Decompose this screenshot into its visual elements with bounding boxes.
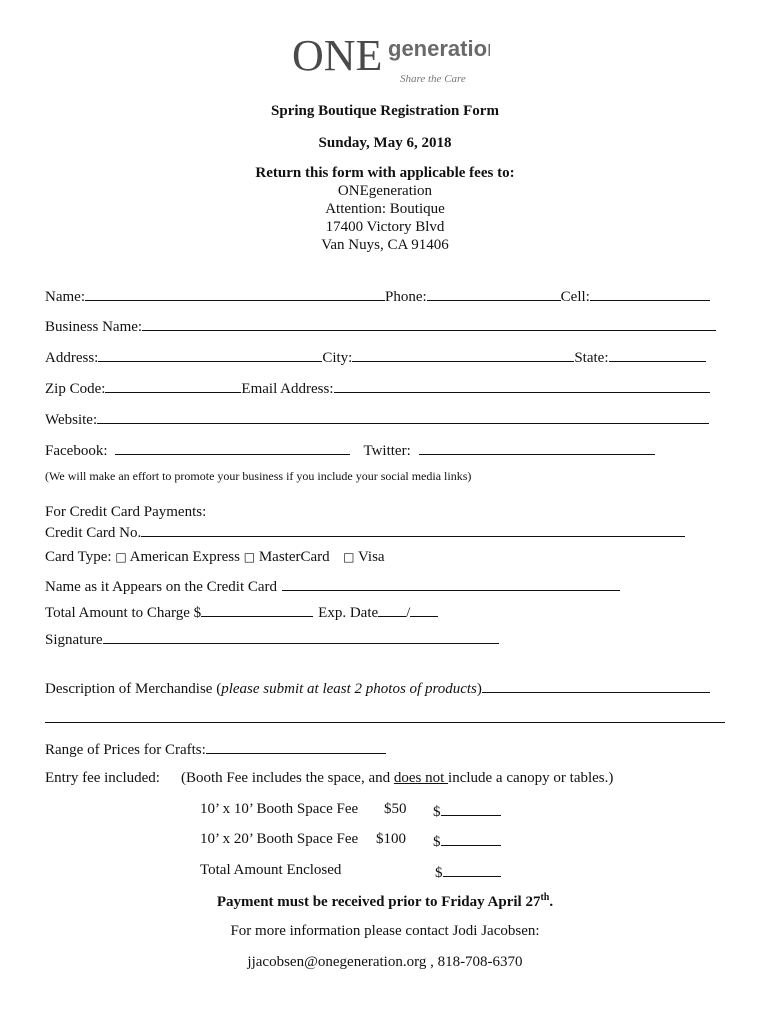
business-name-field[interactable] (142, 316, 716, 331)
form-title: Spring Boutique Registration Form (271, 103, 499, 119)
logo-tagline: Share the Care (400, 73, 466, 85)
payment-deadline-period: . (549, 894, 554, 910)
credit-card-heading: For Credit Card Payments: (45, 504, 207, 520)
contact-details: jjacobsen@onegeneration.org , 818-708-6370 (247, 954, 523, 970)
zip-field[interactable] (105, 378, 241, 393)
merchandise-label: Description of Merchandise ( (45, 681, 222, 697)
email-label: Email Address: (241, 381, 334, 397)
website-label: Website: (45, 412, 98, 428)
contact-text: For more information please contact Jodi Jacobsen: (230, 923, 540, 939)
cell-label: Cell: (560, 289, 590, 305)
phone-label: Phone: (384, 289, 427, 305)
credit-card-number-label: Credit Card No. (45, 525, 142, 541)
exp-date-label: Exp. Date (318, 605, 379, 621)
address-field[interactable] (98, 347, 322, 362)
exp-separator: / (406, 605, 411, 621)
twitter-field[interactable] (419, 440, 655, 455)
total-enclosed-field[interactable] (443, 862, 501, 877)
name-label: Name: (45, 289, 85, 305)
merchandise-field[interactable] (482, 678, 710, 693)
entry-fee-note (181, 770, 613, 787)
fee-row-1-desc: 10’ x 10’ Booth Space Fee (200, 801, 359, 817)
total-charge-label: Total Amount to Charge $ (45, 605, 202, 621)
fee-row-1-field[interactable] (441, 801, 501, 816)
facebook-field[interactable] (115, 440, 350, 455)
logo-one-text: ONE (292, 31, 383, 80)
address-label: Address: (45, 350, 99, 366)
name-row (45, 286, 710, 306)
city-field[interactable] (352, 347, 574, 362)
credit-card-number-row (45, 522, 685, 542)
fee-row-1-amount (433, 801, 501, 821)
mastercard-checkbox[interactable]: □ (243, 550, 256, 564)
zip-email-row (45, 378, 710, 398)
event-date: Sunday, May 6, 2018 (318, 135, 452, 151)
fee-row-1-price: $50 (384, 801, 407, 817)
signature-field[interactable] (103, 629, 499, 644)
fee-row-1-currency: $ (433, 804, 441, 820)
signature-label: Signature (45, 632, 103, 648)
fee-row-2-price: $100 (376, 831, 406, 847)
fee-row-2-field[interactable] (441, 831, 501, 846)
entry-fee-note-emphasis: does not (393, 770, 449, 786)
merchandise-hint: please submit at least 2 photos of products (221, 681, 477, 697)
mastercard-label: MasterCard (258, 549, 330, 565)
payment-deadline (0, 892, 770, 911)
charge-row (45, 602, 438, 622)
visa-checkbox[interactable]: □ (343, 550, 355, 564)
payment-deadline-text: Payment must be received prior to Friday April 27 (216, 894, 541, 910)
total-enclosed-amount (435, 862, 501, 882)
state-label: State: (574, 350, 609, 366)
credit-card-number-field[interactable] (141, 522, 685, 537)
name-field[interactable] (85, 286, 385, 301)
merchandise-line-2 (45, 708, 725, 728)
name-on-card-row (45, 576, 620, 596)
prices-row (45, 739, 386, 759)
visa-label: Visa (357, 549, 385, 565)
twitter-label: Twitter: (363, 443, 411, 459)
logo-generation-text: generation (388, 36, 490, 61)
facebook-label: Facebook: (45, 443, 108, 459)
address-row (45, 347, 706, 367)
fee-row-2-desc: 10’ x 20’ Booth Space Fee (200, 831, 359, 847)
amex-label: American Express (129, 549, 240, 565)
state-field[interactable] (609, 347, 706, 362)
signature-row (45, 629, 499, 649)
prices-label: Range of Prices for Crafts: (45, 742, 206, 758)
name-on-card-label: Name as it Appears on the Credit Card (45, 579, 278, 595)
cell-field[interactable] (590, 286, 710, 301)
total-charge-field[interactable] (201, 602, 313, 617)
website-row (45, 409, 709, 429)
amex-checkbox[interactable]: □ (115, 550, 127, 564)
address-line-2: Attention: Boutique (325, 201, 445, 217)
social-row (45, 440, 655, 460)
fee-row-2-amount (433, 831, 501, 851)
onegeneration-logo (290, 26, 490, 88)
merchandise-close: ) (476, 681, 482, 697)
email-field[interactable] (334, 378, 710, 393)
website-field[interactable] (97, 409, 709, 424)
merchandise-row (45, 678, 710, 698)
card-type-label: Card Type: (45, 549, 112, 565)
zip-label: Zip Code: (45, 381, 106, 397)
total-enclosed-currency: $ (435, 865, 443, 881)
phone-field[interactable] (427, 286, 561, 301)
address-line-4: Van Nuys, CA 91406 (321, 237, 449, 253)
exp-month-field[interactable] (378, 602, 406, 617)
social-note: (We will make an effort to promote your business if you include your social media links) (45, 469, 472, 483)
total-enclosed-label: Total Amount Enclosed (200, 862, 342, 878)
city-label: City: (322, 350, 353, 366)
prices-field[interactable] (206, 739, 386, 754)
exp-year-field[interactable] (410, 602, 438, 617)
name-on-card-field[interactable] (282, 576, 620, 591)
entry-fee-label: Entry fee included: (45, 770, 160, 786)
card-type-row (45, 549, 385, 566)
fee-row-2-currency: $ (433, 834, 441, 850)
address-line-1: ONEgeneration (337, 183, 433, 199)
address-line-3: 17400 Victory Blvd (325, 219, 445, 235)
entry-fee-note-pre: (Booth Fee includes the space, and (181, 770, 394, 786)
entry-fee-note-post: include a canopy or tables.) (448, 770, 614, 786)
merchandise-field-2[interactable] (45, 708, 725, 723)
return-instructions: Return this form with applicable fees to: (255, 165, 515, 181)
business-name-row (45, 316, 716, 336)
business-name-label: Business Name: (45, 319, 143, 335)
payment-deadline-suffix: th (540, 892, 550, 903)
